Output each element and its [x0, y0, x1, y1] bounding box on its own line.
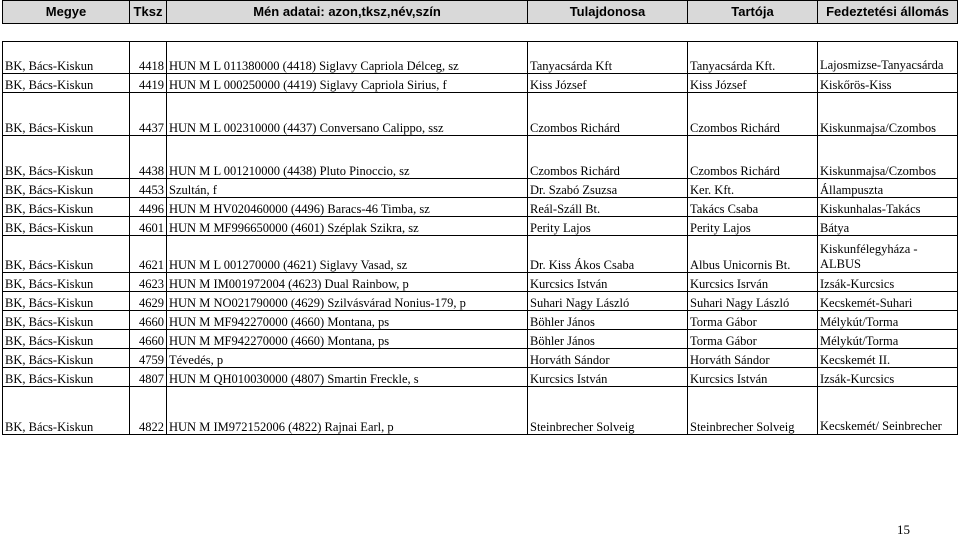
cell-county: BK, Bács-Kiskun	[3, 179, 130, 198]
table-row	[3, 136, 958, 179]
cell-owner: Böhler János	[528, 311, 688, 330]
cell-owner: Tanyacsárda Kft	[528, 42, 688, 74]
cell-owner: Perity Lajos	[528, 217, 688, 236]
cell-keeper: Steinbrecher Solveig	[688, 387, 818, 435]
cell-tksz: 4418	[130, 42, 167, 74]
cell-owner: Kiss József	[528, 74, 688, 93]
table-row	[3, 217, 958, 236]
cell-owner: Dr. Kiss Ákos Csaba	[528, 236, 688, 273]
cell-stallion: HUN M L 000250000 (4419) Siglavy Capriola Sirius, f	[167, 74, 528, 93]
cell-county: BK, Bács-Kiskun	[3, 349, 130, 368]
table-row	[3, 236, 958, 273]
header-row	[3, 1, 958, 24]
cell-keeper: Albus Unicornis Bt.	[688, 236, 818, 273]
cell-owner: Czombos Richárd	[528, 93, 688, 136]
table-row	[3, 74, 958, 93]
cell-owner: Kurcsics István	[528, 368, 688, 387]
cell-station: Kiskőrös-Kiss	[818, 74, 958, 93]
spacer-row	[3, 24, 958, 42]
cell-station: Mélykút/Torma	[818, 311, 958, 330]
col-header-county: Megye	[3, 1, 130, 24]
cell-tksz: 4807	[130, 368, 167, 387]
table-row	[3, 387, 958, 435]
cell-stallion: HUN M IM972152006 (4822) Rajnai Earl, p	[167, 387, 528, 435]
cell-tksz: 4660	[130, 311, 167, 330]
cell-county: BK, Bács-Kiskun	[3, 330, 130, 349]
cell-keeper: Torma Gábor	[688, 311, 818, 330]
cell-keeper: Horváth Sándor	[688, 349, 818, 368]
col-header-owner: Tulajdonosa	[528, 1, 688, 24]
cell-owner: Reál-Száll Bt.	[528, 198, 688, 217]
cell-station: Kecskemét/ Seinbrecher	[818, 387, 958, 435]
cell-keeper: Perity Lajos	[688, 217, 818, 236]
cell-station: Kiskunhalas-Takács	[818, 198, 958, 217]
cell-keeper: Kurcsics István	[688, 368, 818, 387]
cell-tksz: 4623	[130, 273, 167, 292]
cell-county: BK, Bács-Kiskun	[3, 42, 130, 74]
cell-keeper: Takács Csaba	[688, 198, 818, 217]
cell-county: BK, Bács-Kiskun	[3, 311, 130, 330]
table-row	[3, 42, 958, 74]
cell-stallion: HUN M QH010030000 (4807) Smartin Freckle, s	[167, 368, 528, 387]
cell-county: BK, Bács-Kiskun	[3, 93, 130, 136]
cell-stallion: HUN M HV020460000 (4496) Baracs-46 Timba, sz	[167, 198, 528, 217]
cell-station: Kiskunmajsa/Czombos	[818, 93, 958, 136]
cell-station: Izsák-Kurcsics	[818, 273, 958, 292]
cell-owner: Suhari Nagy László	[528, 292, 688, 311]
table-row	[3, 93, 958, 136]
table-row	[3, 273, 958, 292]
cell-keeper: Tanyacsárda Kft.	[688, 42, 818, 74]
cell-owner: Horváth Sándor	[528, 349, 688, 368]
cell-stallion: HUN M L 011380000 (4418) Siglavy Capriola Délceg, sz	[167, 42, 528, 74]
table-row	[3, 330, 958, 349]
cell-tksz: 4660	[130, 330, 167, 349]
cell-county: BK, Bács-Kiskun	[3, 217, 130, 236]
cell-stallion: HUN M L 001210000 (4438) Pluto Pinoccio, sz	[167, 136, 528, 179]
cell-owner: Böhler János	[528, 330, 688, 349]
table-row	[3, 368, 958, 387]
cell-stallion: HUN M MF942270000 (4660) Montana, ps	[167, 311, 528, 330]
cell-keeper: Torma Gábor	[688, 330, 818, 349]
cell-tksz: 4601	[130, 217, 167, 236]
stallion-table	[2, 0, 958, 435]
cell-station: Bátya	[818, 217, 958, 236]
cell-keeper: Czombos Richárd	[688, 93, 818, 136]
table-row	[3, 292, 958, 311]
cell-station: Kiskunfélegyháza - ALBUS	[818, 236, 958, 273]
cell-tksz: 4438	[130, 136, 167, 179]
cell-keeper: Kurcsics Isrván	[688, 273, 818, 292]
cell-owner: Dr. Szabó Zsuzsa	[528, 179, 688, 198]
cell-tksz: 4822	[130, 387, 167, 435]
cell-tksz: 4437	[130, 93, 167, 136]
cell-stallion: HUN M L 001270000 (4621) Siglavy Vasad, sz	[167, 236, 528, 273]
cell-stallion: HUN M MF942270000 (4660) Montana, ps	[167, 330, 528, 349]
cell-county: BK, Bács-Kiskun	[3, 387, 130, 435]
cell-county: BK, Bács-Kiskun	[3, 136, 130, 179]
cell-keeper: Czombos Richárd	[688, 136, 818, 179]
cell-tksz: 4419	[130, 74, 167, 93]
cell-county: BK, Bács-Kiskun	[3, 74, 130, 93]
cell-keeper: Ker. Kft.	[688, 179, 818, 198]
cell-station: Mélykút/Torma	[818, 330, 958, 349]
cell-station: Állampuszta	[818, 179, 958, 198]
cell-station: Izsák-Kurcsics	[818, 368, 958, 387]
table-row	[3, 198, 958, 217]
col-header-station: Fedeztetési állomás	[818, 1, 958, 24]
cell-county: BK, Bács-Kiskun	[3, 236, 130, 273]
col-header-keeper: Tartója	[688, 1, 818, 24]
cell-stallion: HUN M IM001972004 (4623) Dual Rainbow, p	[167, 273, 528, 292]
cell-station: Kecskemét-Suhari	[818, 292, 958, 311]
page-number: 15	[897, 522, 910, 537]
cell-tksz: 4759	[130, 349, 167, 368]
cell-owner: Czombos Richárd	[528, 136, 688, 179]
col-header-tksz: Tksz	[130, 1, 167, 24]
cell-tksz: 4621	[130, 236, 167, 273]
cell-station: Kiskunmajsa/Czombos	[818, 136, 958, 179]
cell-station: Lajosmizse-Tanyacsárda	[818, 42, 958, 74]
cell-county: BK, Bács-Kiskun	[3, 292, 130, 311]
cell-stallion: Tévedés, p	[167, 349, 528, 368]
cell-owner: Kurcsics István	[528, 273, 688, 292]
cell-county: BK, Bács-Kiskun	[3, 368, 130, 387]
col-header-stallion: Mén adatai: azon,tksz,név,szín	[167, 1, 528, 24]
cell-county: BK, Bács-Kiskun	[3, 273, 130, 292]
cell-stallion: HUN M NO021790000 (4629) Szilvásvárad Nonius-179, p	[167, 292, 528, 311]
cell-station: Kecskemét II.	[818, 349, 958, 368]
cell-owner: Steinbrecher Solveig	[528, 387, 688, 435]
table-row	[3, 311, 958, 330]
cell-stallion: HUN M L 002310000 (4437) Conversano Calippo, ssz	[167, 93, 528, 136]
cell-stallion: Szultán, f	[167, 179, 528, 198]
table-row	[3, 179, 958, 198]
table-row	[3, 349, 958, 368]
cell-keeper: Kiss József	[688, 74, 818, 93]
cell-stallion: HUN M MF996650000 (4601) Széplak Szikra, sz	[167, 217, 528, 236]
cell-tksz: 4453	[130, 179, 167, 198]
cell-keeper: Suhari Nagy László	[688, 292, 818, 311]
cell-tksz: 4496	[130, 198, 167, 217]
cell-county: BK, Bács-Kiskun	[3, 198, 130, 217]
cell-tksz: 4629	[130, 292, 167, 311]
